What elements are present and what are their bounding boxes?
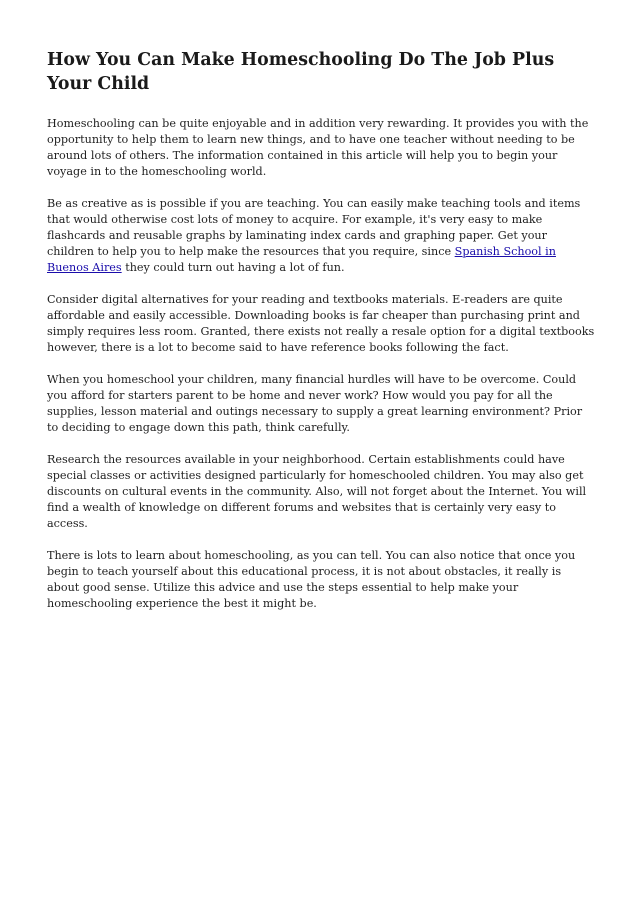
paragraph-resources	[47, 452, 595, 532]
paragraph-financial	[47, 372, 595, 436]
paragraph-text: There is lots to learn about homeschooling, as you can tell. You can also notice that once you begin to teach yourself about this educational process, it is not about obstacles, it really is about good sense. Utilize this advice and use the steps essential to help make your homeschooling experience the best it might be.	[47, 549, 576, 610]
paragraph-text: Homeschooling can be quite enjoyable and in addition very rewarding. It provides you with the opportunity to help them to learn new things, and to have one teacher without needing to be around lots of others. The information contained in this article will help you to begin your voyage in to the homeschooling world.	[47, 117, 589, 178]
paragraph-text-before-link: Be as creative as is possible if you are teaching. You can easily make teaching tools and items that would otherwise cost lots of money to acquire. For example, it's very easy to make flashcards and reusable graphs by laminating index cards and graphing paper. Get your children to help you to help make the resources that you require, since	[47, 197, 581, 258]
document-page	[47, 48, 595, 628]
paragraph-text: Research the resources available in your neighborhood. Certain establishments could have special classes or activities designed particularly for homeschooled children. You may also get discounts on cultural events in the community. Also, will not forget about the Internet. You will find a wealth of knowledge on different forums and websites that is certainly very easy to access.	[47, 453, 587, 530]
paragraph-text: Consider digital alternatives for your reading and textbooks materials. E-readers are quite affordable and easily accessible. Downloading books is far cheaper than purchasing print and simply requires less room. Granted, there exists not really a resale option for a digital textbooks however, there is a lot to become said to have reference books following the fact.	[47, 293, 595, 354]
page-title: How You Can Make Homeschooling Do The Job Plus Your Child	[47, 50, 555, 94]
paragraph-intro	[47, 116, 595, 180]
paragraph-conclusion	[47, 548, 595, 612]
paragraph-text: When you homeschool your children, many financial hurdles will have to be overcome. Could you afford for starters parent to be home and never work? How would you pay for all the supplies, lesson material and outings necessary to supply a great learning environment? Prior to deciding to engage down this path, think carefully.	[47, 373, 583, 434]
paragraph-text-after-link: they could turn out having a lot of fun.	[121, 261, 345, 274]
paragraph-creative	[47, 196, 595, 276]
spanish-school-link[interactable]: Spanish School in Buenos Aires	[47, 245, 556, 274]
paragraph-digital	[47, 292, 595, 356]
